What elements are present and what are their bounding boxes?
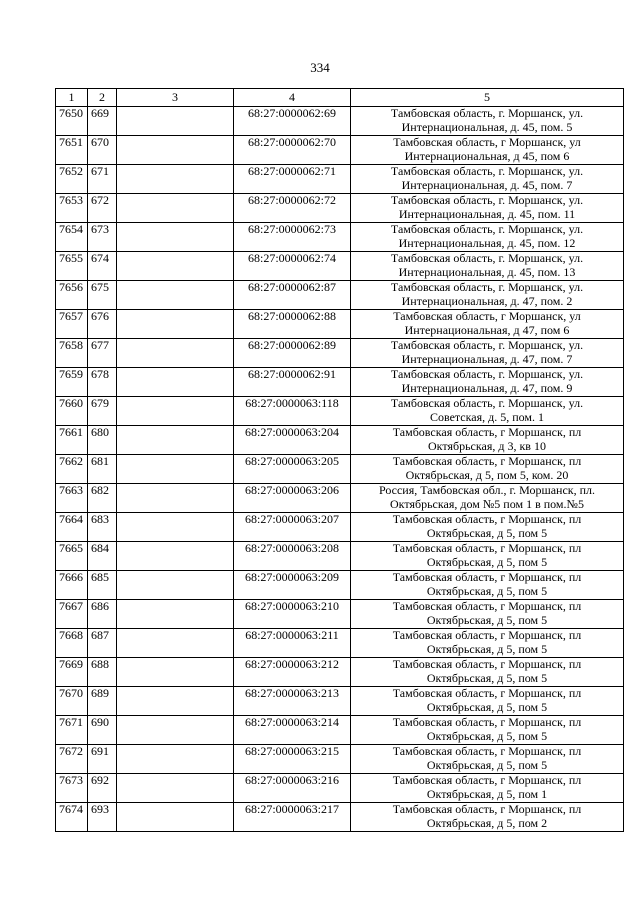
address-line: Интернациональная, д. 45, пом. 5 (401, 119, 573, 134)
address-line: Интернациональная, д. 45, пом. 12 (398, 235, 576, 250)
address-line: Тамбовская область, г Моршанск, ул (393, 309, 581, 323)
table-row (56, 223, 624, 252)
cadastral-number-cell: 68:27:0000063:118 (234, 397, 351, 426)
address-cell (351, 484, 624, 513)
item-number-cell: 670 (88, 136, 117, 165)
row-number-cell: 7667 (56, 600, 88, 629)
address-line: Тамбовская область, г. Моршанск, ул. (390, 367, 584, 381)
item-number-cell: 672 (88, 194, 117, 223)
empty-cell (117, 658, 234, 687)
address-cell (351, 687, 624, 716)
address-cell (351, 745, 624, 774)
empty-cell (117, 281, 234, 310)
table-row (56, 107, 624, 136)
column-header-4: 4 (234, 89, 351, 107)
empty-cell (117, 339, 234, 368)
table-row (56, 484, 624, 513)
row-number-cell: 7670 (56, 687, 88, 716)
row-number-cell: 7651 (56, 136, 88, 165)
item-number-cell: 689 (88, 687, 117, 716)
address-line: Тамбовская область, г. Моршанск, ул. (390, 396, 584, 410)
address-cell (351, 629, 624, 658)
address-line: Октябрьская, д 5, пом 5 (426, 728, 548, 743)
table-row (56, 339, 624, 368)
address-cell (351, 426, 624, 455)
page-number: 334 (310, 60, 330, 75)
row-number-cell: 7650 (56, 107, 88, 136)
row-number-cell: 7652 (56, 165, 88, 194)
cadastral-number-cell: 68:27:0000063:209 (234, 571, 351, 600)
table-row (56, 571, 624, 600)
table-row (56, 687, 624, 716)
address-line: Тамбовская область, г. Моршанск, ул. (390, 222, 584, 236)
address-line: Тамбовская область, г Моршанск, пл (392, 715, 582, 729)
address-cell (351, 281, 624, 310)
item-number-cell: 673 (88, 223, 117, 252)
row-number-cell: 7653 (56, 194, 88, 223)
item-number-cell: 686 (88, 600, 117, 629)
empty-cell (117, 397, 234, 426)
empty-cell (117, 484, 234, 513)
item-number-cell: 671 (88, 165, 117, 194)
address-line: Интернациональная, д 47, пом 6 (404, 322, 570, 337)
address-cell (351, 223, 624, 252)
item-number-cell: 693 (88, 803, 117, 832)
address-line: Тамбовская область, г. Моршанск, ул. (390, 164, 584, 178)
cadastral-number-cell: 68:27:0000062:89 (234, 339, 351, 368)
item-number-cell: 675 (88, 281, 117, 310)
address-line: Интернациональная, д. 45, пом. 13 (398, 264, 576, 279)
row-number-cell: 7663 (56, 484, 88, 513)
empty-cell (117, 542, 234, 571)
address-cell (351, 165, 624, 194)
table-row (56, 513, 624, 542)
cadastral-number-cell: 68:27:0000062:87 (234, 281, 351, 310)
address-line: Октябрьская, д 5, пом 5 (426, 670, 548, 685)
address-line: Октябрьская, д 5, пом 5 (426, 583, 548, 598)
row-number-cell: 7656 (56, 281, 88, 310)
empty-cell (117, 194, 234, 223)
address-line: Тамбовская область, г Моршанск, пл (392, 541, 582, 555)
column-header-2: 2 (88, 89, 117, 107)
row-number-cell: 7672 (56, 745, 88, 774)
address-line: Тамбовская область, г. Моршанск, ул. (390, 338, 584, 352)
table-row (56, 803, 624, 832)
table-row (56, 542, 624, 571)
table-row (56, 368, 624, 397)
address-line: Октябрьская, д 5, пом 5 (426, 757, 548, 772)
empty-cell (117, 716, 234, 745)
row-number-cell: 7671 (56, 716, 88, 745)
address-line: Тамбовская область, г. Моршанск, ул. (390, 280, 584, 294)
address-line: Тамбовская область, г Моршанск, пл (392, 570, 582, 584)
row-number-cell: 7668 (56, 629, 88, 658)
address-line: Тамбовская область, г Моршанск, пл (392, 773, 582, 787)
address-line: Тамбовская область, г. Моршанск, ул. (390, 251, 584, 265)
cadastral-number-cell: 68:27:0000063:213 (234, 687, 351, 716)
address-cell (351, 252, 624, 281)
item-number-cell: 669 (88, 107, 117, 136)
address-cell (351, 136, 624, 165)
table-row (56, 165, 624, 194)
address-line: Тамбовская область, г Моршанск, пл (392, 744, 582, 758)
cadastral-number-cell: 68:27:0000063:205 (234, 455, 351, 484)
empty-cell (117, 165, 234, 194)
cadastral-number-cell: 68:27:0000063:215 (234, 745, 351, 774)
row-number-cell: 7666 (56, 571, 88, 600)
empty-cell (117, 426, 234, 455)
empty-cell (117, 803, 234, 832)
table-row (56, 774, 624, 803)
address-line: Октябрьская, д 5, пом 5, ком. 20 (405, 467, 569, 482)
cadastral-number-cell: 68:27:0000062:91 (234, 368, 351, 397)
item-number-cell: 690 (88, 716, 117, 745)
cadastral-number-cell: 68:27:0000062:70 (234, 136, 351, 165)
empty-cell (117, 223, 234, 252)
empty-cell (117, 252, 234, 281)
table-row (56, 658, 624, 687)
item-number-cell: 681 (88, 455, 117, 484)
item-number-cell: 687 (88, 629, 117, 658)
address-line: Октябрьская, д 5, пом 1 (426, 786, 548, 801)
cadastral-number-cell: 68:27:0000062:71 (234, 165, 351, 194)
address-line: Октябрьская, д 5, пом 5 (426, 554, 548, 569)
row-number-cell: 7664 (56, 513, 88, 542)
table-row (56, 194, 624, 223)
address-cell (351, 658, 624, 687)
row-number-cell: 7662 (56, 455, 88, 484)
address-cell (351, 194, 624, 223)
address-cell (351, 455, 624, 484)
table-row (56, 252, 624, 281)
header-row (56, 89, 624, 107)
address-line: Тамбовская область, г Моршанск, ул (393, 135, 581, 149)
address-line: Тамбовская область, г. Моршанск, ул. (390, 106, 584, 120)
item-number-cell: 679 (88, 397, 117, 426)
item-number-cell: 680 (88, 426, 117, 455)
address-cell (351, 571, 624, 600)
address-line: Октябрьская, д 3, кв 10 (428, 438, 546, 453)
row-number-cell: 7654 (56, 223, 88, 252)
table-row (56, 136, 624, 165)
address-cell (351, 339, 624, 368)
address-cell (351, 368, 624, 397)
address-line: Россия, Тамбовская обл., г. Моршанск, пл. (378, 483, 596, 497)
cadastral-number-cell: 68:27:0000063:217 (234, 803, 351, 832)
table-row (56, 426, 624, 455)
address-cell (351, 513, 624, 542)
address-line: Советская, д. 5, пом. 1 (429, 409, 545, 424)
cadastral-number-cell: 68:27:0000063:210 (234, 600, 351, 629)
row-number-cell: 7660 (56, 397, 88, 426)
empty-cell (117, 600, 234, 629)
address-line: Тамбовская область, г Моршанск, пл (392, 425, 582, 439)
row-number-cell: 7658 (56, 339, 88, 368)
table-body (56, 107, 624, 832)
column-header-5: 5 (351, 89, 624, 107)
address-line: Тамбовская область, г Моршанск, пл (392, 686, 582, 700)
table-row (56, 455, 624, 484)
cadastral-number-cell: 68:27:0000063:216 (234, 774, 351, 803)
address-line: Тамбовская область, г Моршанск, пл (392, 454, 582, 468)
row-number-cell: 7674 (56, 803, 88, 832)
address-line: Интернациональная, д. 45, пом. 11 (398, 206, 576, 221)
table-row (56, 629, 624, 658)
address-line: Октябрьская, д 5, пом 2 (426, 815, 548, 830)
address-cell (351, 774, 624, 803)
address-cell (351, 397, 624, 426)
table-header (56, 89, 624, 107)
column-header-3: 3 (117, 89, 234, 107)
item-number-cell: 676 (88, 310, 117, 339)
item-number-cell: 691 (88, 745, 117, 774)
empty-cell (117, 571, 234, 600)
row-number-cell: 7673 (56, 774, 88, 803)
row-number-cell: 7657 (56, 310, 88, 339)
table-row (56, 745, 624, 774)
cadastral-number-cell: 68:27:0000062:74 (234, 252, 351, 281)
address-line: Тамбовская область, г Моршанск, пл (392, 802, 582, 816)
item-number-cell: 684 (88, 542, 117, 571)
row-number-cell: 7665 (56, 542, 88, 571)
table-row (56, 716, 624, 745)
table-row (56, 310, 624, 339)
address-line: Тамбовская область, г Моршанск, пл (392, 628, 582, 642)
row-number-cell: 7659 (56, 368, 88, 397)
address-cell (351, 600, 624, 629)
address-line: Интернациональная, д. 47, пом. 7 (401, 351, 573, 366)
cadastral-number-cell: 68:27:0000062:73 (234, 223, 351, 252)
empty-cell (117, 629, 234, 658)
address-line: Тамбовская область, г Моршанск, пл (392, 599, 582, 613)
registry-table (55, 88, 624, 832)
address-line: Интернациональная, д 45, пом 6 (404, 148, 570, 163)
empty-cell (117, 687, 234, 716)
cadastral-number-cell: 68:27:0000063:204 (234, 426, 351, 455)
address-cell (351, 310, 624, 339)
item-number-cell: 682 (88, 484, 117, 513)
empty-cell (117, 455, 234, 484)
empty-cell (117, 745, 234, 774)
item-number-cell: 685 (88, 571, 117, 600)
item-number-cell: 678 (88, 368, 117, 397)
cadastral-number-cell: 68:27:0000063:214 (234, 716, 351, 745)
address-line: Октябрьская, дом №5 пом 1 в пом.№5 (390, 496, 584, 511)
address-line: Тамбовская область, г Моршанск, пл (392, 657, 582, 671)
row-number-cell: 7661 (56, 426, 88, 455)
table-row (56, 600, 624, 629)
table-row (56, 397, 624, 426)
cadastral-number-cell: 68:27:0000063:208 (234, 542, 351, 571)
cadastral-number-cell: 68:27:0000062:72 (234, 194, 351, 223)
cadastral-number-cell: 68:27:0000063:207 (234, 513, 351, 542)
address-line: Октябрьская, д 5, пом 5 (426, 699, 548, 714)
cadastral-number-cell: 68:27:0000063:212 (234, 658, 351, 687)
empty-cell (117, 368, 234, 397)
empty-cell (117, 310, 234, 339)
address-line: Интернациональная, д. 45, пом. 7 (401, 177, 573, 192)
row-number-cell: 7669 (56, 658, 88, 687)
address-cell (351, 542, 624, 571)
address-line: Октябрьская, д 5, пом 5 (426, 641, 548, 656)
item-number-cell: 688 (88, 658, 117, 687)
address-cell (351, 803, 624, 832)
empty-cell (117, 107, 234, 136)
address-cell (351, 716, 624, 745)
item-number-cell: 683 (88, 513, 117, 542)
cadastral-number-cell: 68:27:0000063:211 (234, 629, 351, 658)
address-cell (351, 107, 624, 136)
row-number-cell: 7655 (56, 252, 88, 281)
column-header-1: 1 (56, 89, 88, 107)
address-line: Тамбовская область, г. Моршанск, ул. (390, 193, 584, 207)
address-line: Тамбовская область, г Моршанск, пл (392, 512, 582, 526)
cadastral-number-cell: 68:27:0000062:69 (234, 107, 351, 136)
table-row (56, 281, 624, 310)
cadastral-number-cell: 68:27:0000063:206 (234, 484, 351, 513)
empty-cell (117, 513, 234, 542)
empty-cell (117, 136, 234, 165)
address-line: Интернациональная, д. 47, пом. 2 (401, 293, 573, 308)
cadastral-number-cell: 68:27:0000062:88 (234, 310, 351, 339)
address-line: Октябрьская, д 5, пом 5 (426, 525, 548, 540)
address-line: Октябрьская, д 5, пом 5 (426, 612, 548, 627)
item-number-cell: 692 (88, 774, 117, 803)
address-line: Интернациональная, д. 47, пом. 9 (401, 380, 573, 395)
item-number-cell: 677 (88, 339, 117, 368)
item-number-cell: 674 (88, 252, 117, 281)
empty-cell (117, 774, 234, 803)
